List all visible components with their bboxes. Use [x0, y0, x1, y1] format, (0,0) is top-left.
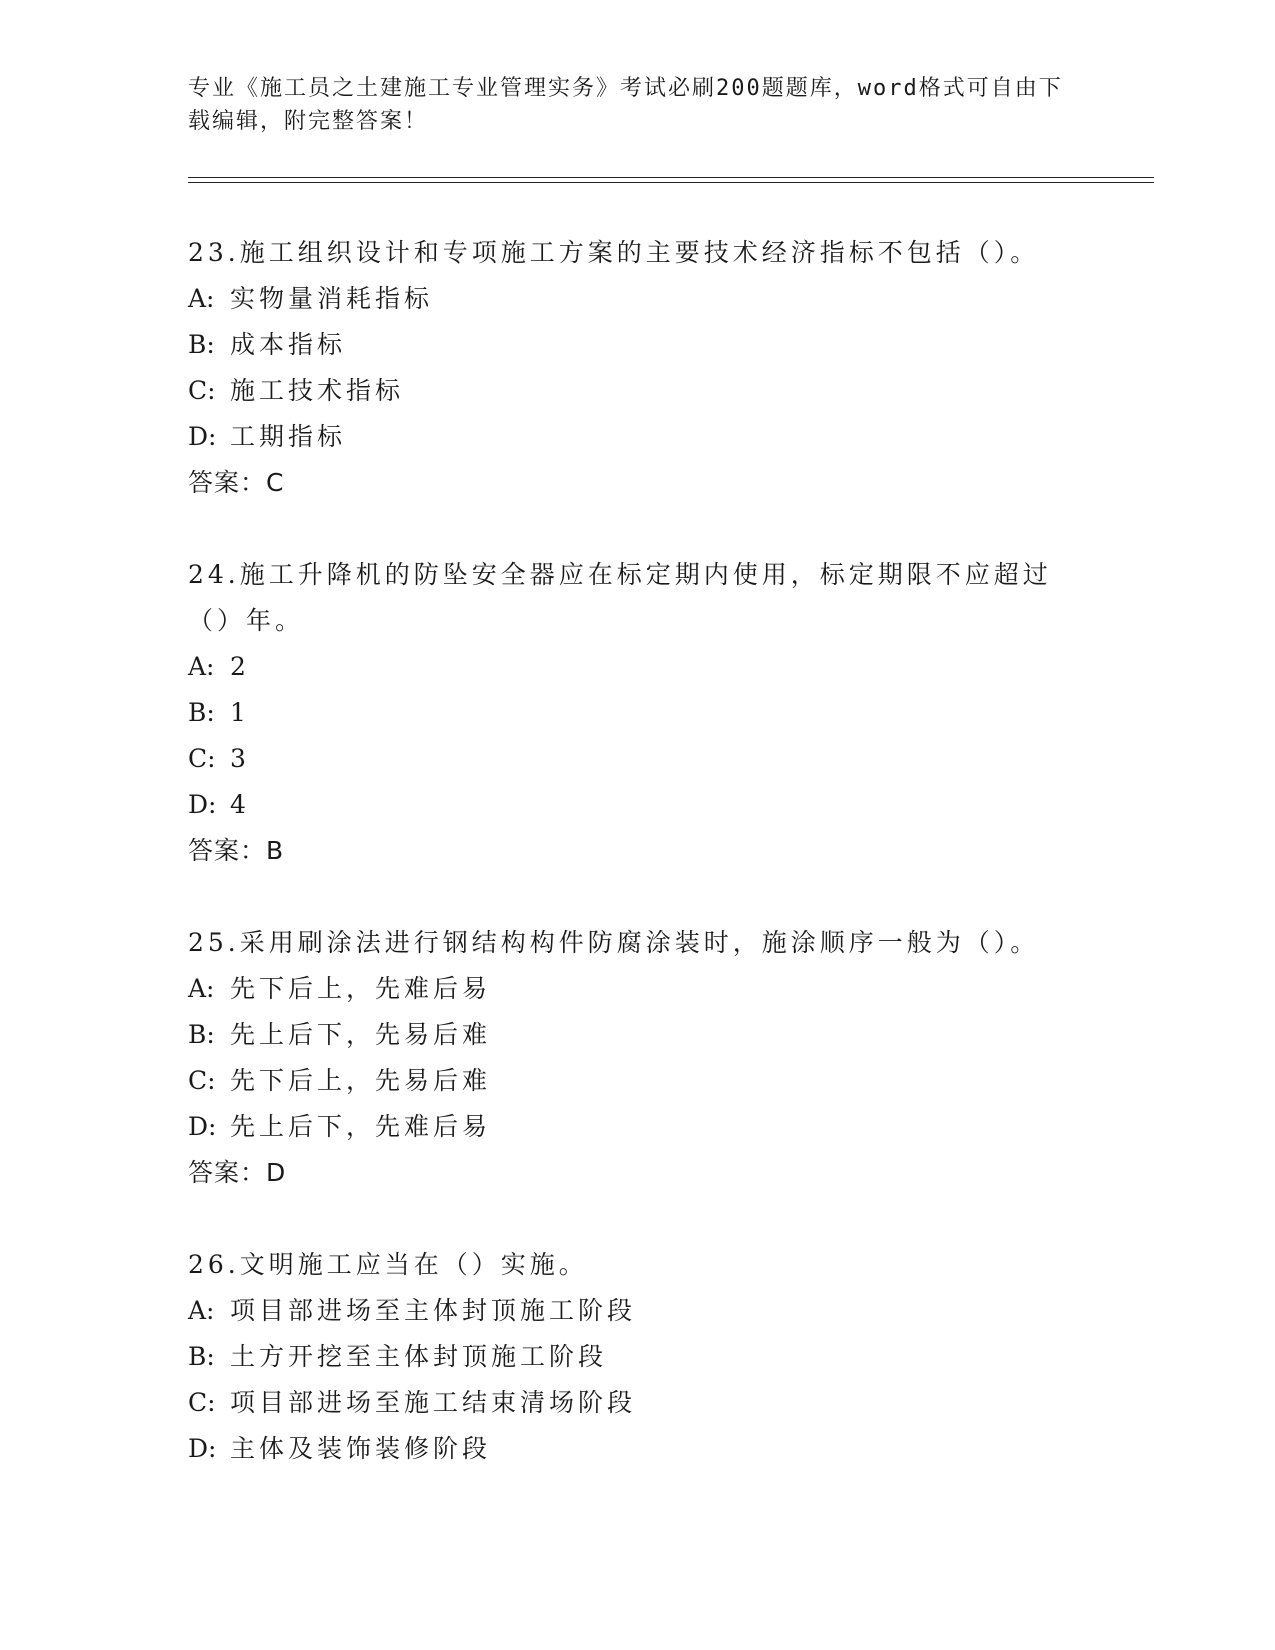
question-list [188, 230, 1088, 1518]
option-text: 项目部进场至施工结束清场阶段 [230, 1388, 637, 1417]
option-a [188, 966, 1088, 1012]
option-d [188, 1104, 1088, 1150]
option-b [188, 1334, 1088, 1380]
option-text: 施工技术指标 [230, 376, 405, 405]
question-25 [188, 920, 1088, 1196]
option-text: 4 [230, 790, 250, 819]
option-letter: D: [188, 790, 217, 819]
option-c [188, 736, 1088, 782]
option-d [188, 414, 1088, 460]
option-a [188, 276, 1088, 322]
option-a [188, 644, 1088, 690]
question-23 [188, 230, 1088, 506]
option-text: 1 [230, 698, 250, 727]
header-intro: 专业《施工员之土建施工专业管理实务》考试必刷200题题库，word格式可自由下载编辑，附完整答案！ [188, 76, 1063, 134]
option-text: 先上后下，先易后难 [230, 1020, 492, 1049]
option-text: 先下后上，先难后易 [230, 974, 492, 1003]
option-b [188, 1012, 1088, 1058]
answer-line: 答案：C [188, 468, 285, 497]
option-d [188, 1426, 1088, 1472]
option-letter: D: [188, 422, 217, 451]
option-text: 先下后上，先易后难 [230, 1066, 492, 1095]
option-text: 成本指标 [230, 330, 347, 359]
option-c [188, 1058, 1088, 1104]
question-24 [188, 552, 1088, 874]
option-text: 2 [230, 652, 250, 681]
option-letter: D: [188, 1112, 217, 1141]
question-stem: 24.施工升降机的防坠安全器应在标定期内使用，标定期限不应超过（）年。 [188, 560, 1052, 635]
option-letter: C: [188, 1066, 216, 1095]
option-text: 主体及装饰装修阶段 [230, 1434, 492, 1463]
option-a [188, 1288, 1088, 1334]
option-letter: C: [188, 1388, 216, 1417]
answer-line: 答案：D [188, 1158, 287, 1187]
option-d [188, 782, 1088, 828]
header-divider-top [188, 177, 1154, 178]
header-divider-bottom [188, 182, 1154, 183]
question-stem: 23.施工组织设计和专项施工方案的主要技术经济指标不包括（）。 [188, 238, 1040, 267]
option-letter: A: [188, 284, 215, 313]
question-26 [188, 1242, 1088, 1472]
option-c [188, 368, 1088, 414]
option-text: 实物量消耗指标 [230, 284, 434, 313]
option-text: 3 [230, 744, 250, 773]
option-letter: B: [188, 330, 215, 359]
question-stem: 25.采用刷涂法进行钢结构构件防腐涂装时，施涂顺序一般为（）。 [188, 928, 1040, 957]
option-letter: C: [188, 744, 216, 773]
option-letter: B: [188, 698, 215, 727]
option-text: 土方开挖至主体封顶施工阶段 [230, 1342, 608, 1371]
option-c [188, 1380, 1088, 1426]
option-text: 先上后下，先难后易 [230, 1112, 492, 1141]
option-letter: A: [188, 652, 215, 681]
answer-line: 答案：B [188, 836, 285, 865]
option-letter: D: [188, 1434, 217, 1463]
option-letter: C: [188, 376, 216, 405]
option-letter: B: [188, 1020, 215, 1049]
option-b [188, 690, 1088, 736]
option-letter: A: [188, 974, 215, 1003]
option-text: 项目部进场至主体封顶施工阶段 [230, 1296, 637, 1325]
option-b [188, 322, 1088, 368]
option-text: 工期指标 [230, 422, 347, 451]
option-letter: B: [188, 1342, 215, 1371]
question-stem: 26.文明施工应当在（）实施。 [188, 1250, 588, 1279]
option-letter: A: [188, 1296, 215, 1325]
